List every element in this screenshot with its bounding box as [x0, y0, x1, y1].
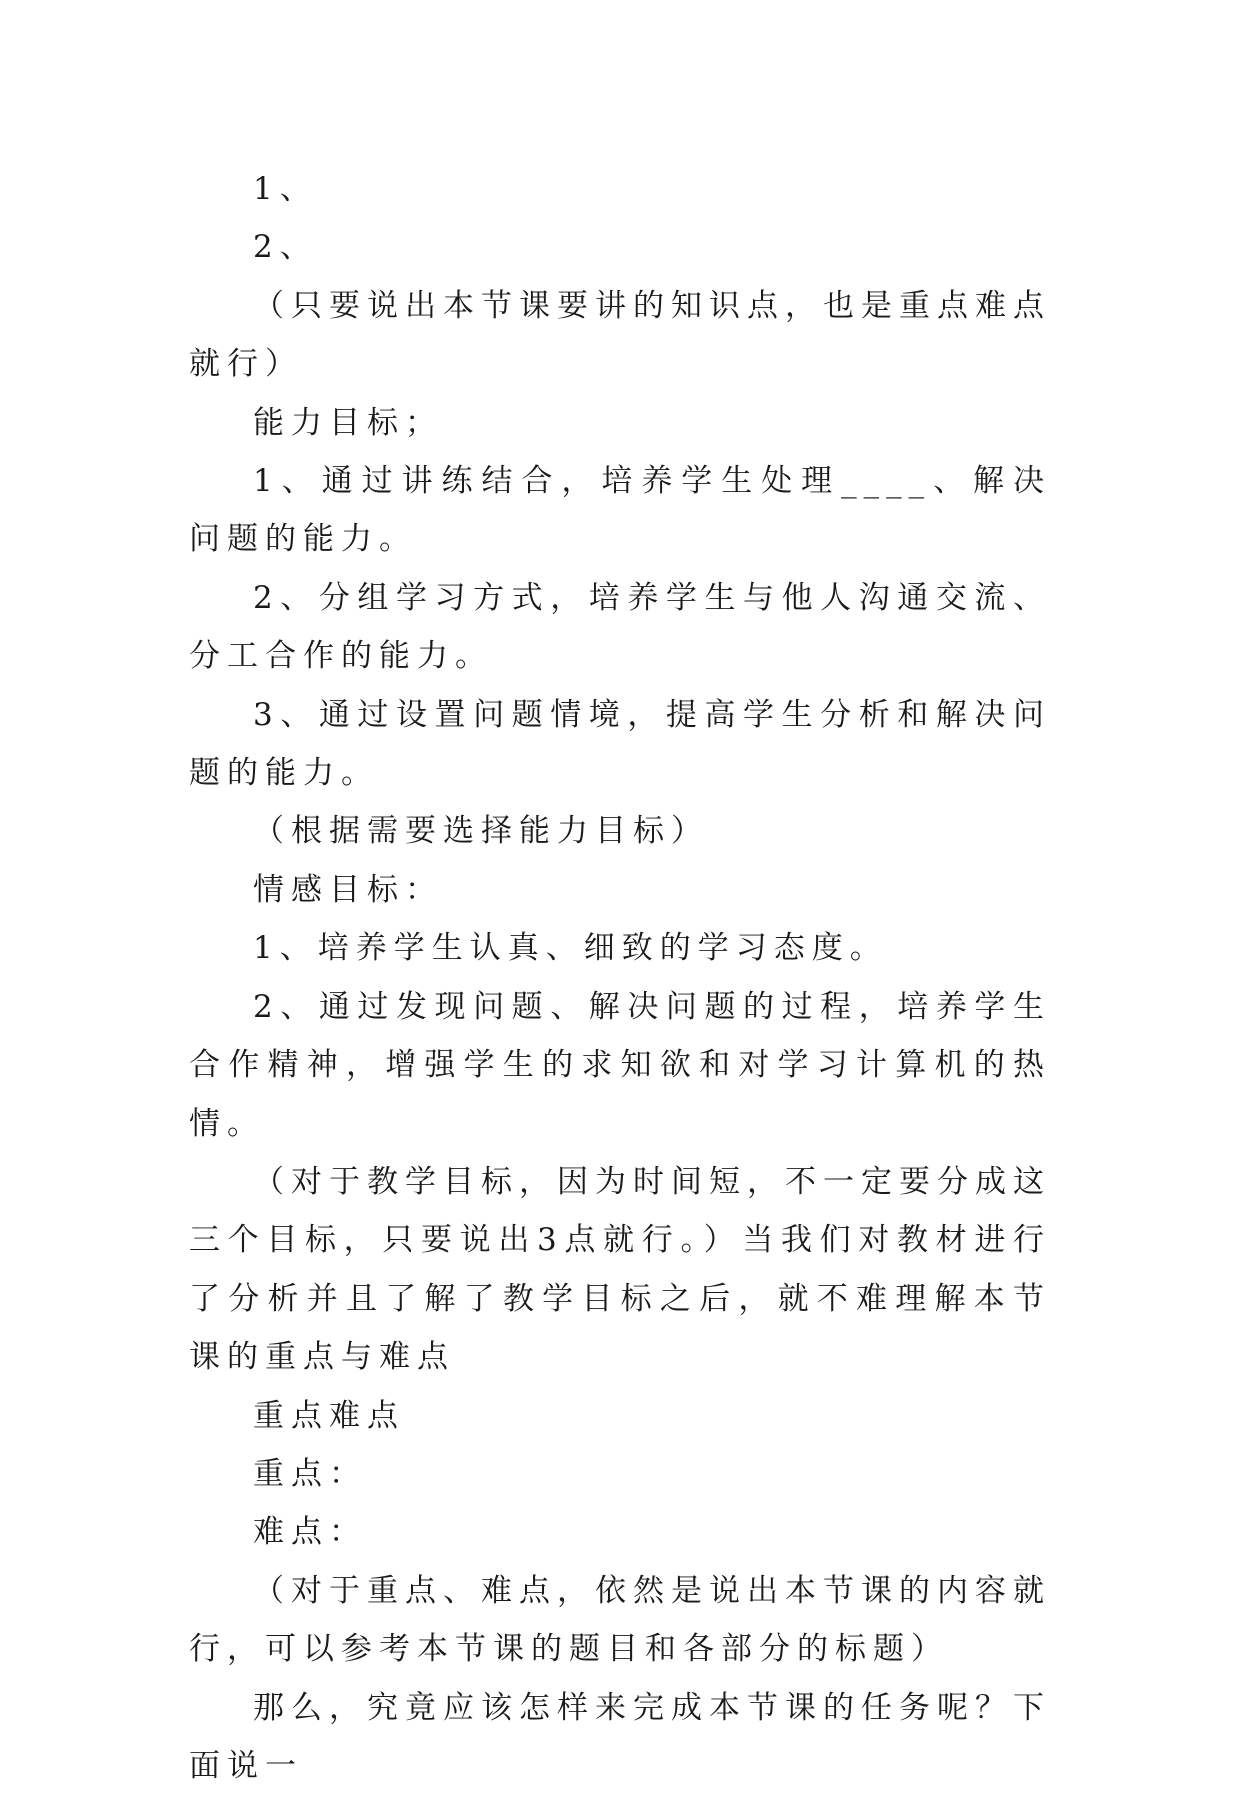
document-body: [189, 160, 1051, 1795]
ability-goal-note: （根据需要选择能力目标）: [253, 813, 709, 850]
knowledge-goal-note: （只要说出本节课要讲的知识点，也是重点难点就行）: [189, 287, 1051, 383]
emotion-goal-2: 2、通过发现问题、解决问题的过程，培养学生合作精神，增强学生的求知欲和对学习计算机的热情。: [189, 988, 1051, 1142]
list-item-1: 1、: [253, 171, 318, 207]
ability-goal-1: 1、通过讲练结合，培养学生处理____、解决问题的能力。: [189, 463, 1051, 558]
difficult-point-label: 难点：: [253, 1514, 367, 1551]
key-point-label: 重点：: [253, 1455, 367, 1492]
emotion-goal-1: 1、培养学生认真、细致的学习态度。: [253, 930, 888, 967]
transition-paragraph: 那么，究竟应该怎样来完成本节课的任务呢？下面说一: [189, 1689, 1051, 1784]
key-difficult-note: （对于重点、难点，依然是说出本节课的内容就行，可以参考本节课的题目和各部分的标题）: [189, 1572, 1051, 1668]
ability-goal-3: 3、通过设置问题情境，提高学生分析和解决问题的能力。: [189, 696, 1051, 792]
key-difficult-heading: 重点难点: [253, 1397, 405, 1434]
ability-goal-heading: 能力目标；: [253, 404, 443, 441]
emotion-goal-heading: 情感目标：: [253, 871, 443, 908]
ability-goal-2: 2、分组学习方式，培养学生与他人沟通交流、分工合作的能力。: [189, 579, 1051, 675]
teaching-goal-note: （对于教学目标，因为时间短，不一定要分成这三个目标，只要说出3点就行。）当我们对教材进行了分析并且了解了教学目标之后，就不难理解本节课的重点与难点: [189, 1163, 1051, 1376]
list-item-2: 2、: [253, 229, 318, 266]
